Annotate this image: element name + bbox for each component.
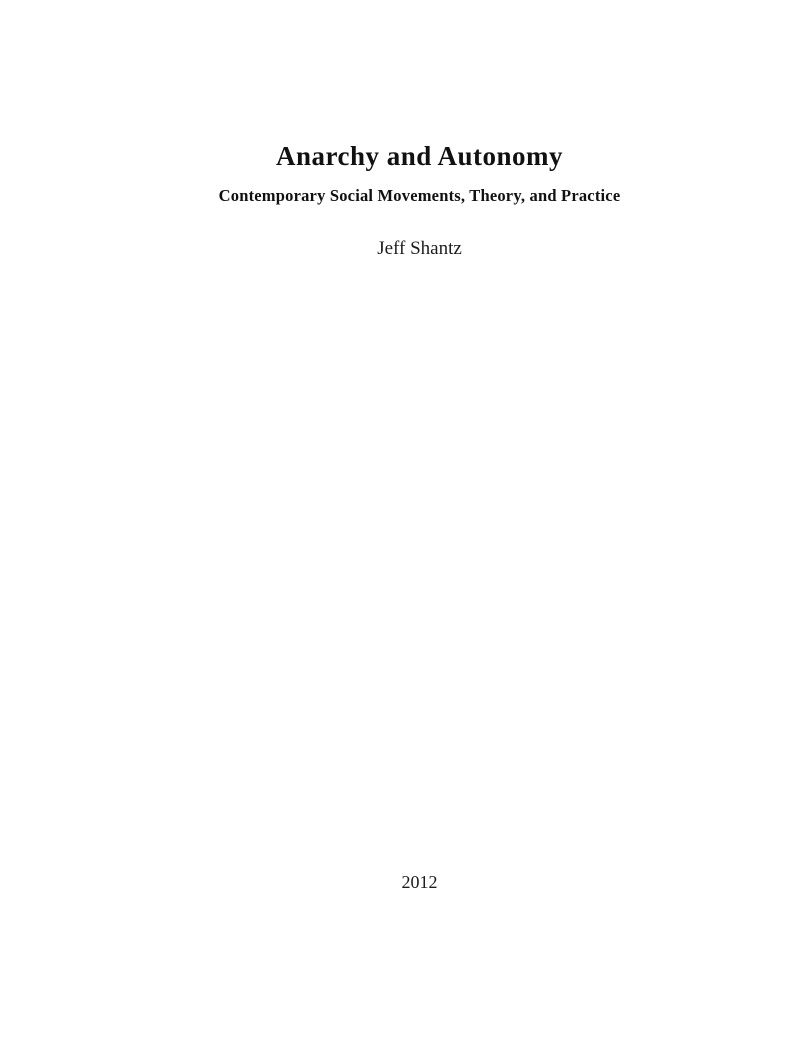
book-title: Anarchy and Autonomy (275, 141, 564, 171)
publication-year: 2012 (401, 872, 438, 892)
book-subtitle: Contemporary Social Movements, Theory, and Practice (218, 186, 621, 205)
title-page-content (40, 0, 799, 1064)
book-author: Jeff Shantz (377, 238, 462, 259)
